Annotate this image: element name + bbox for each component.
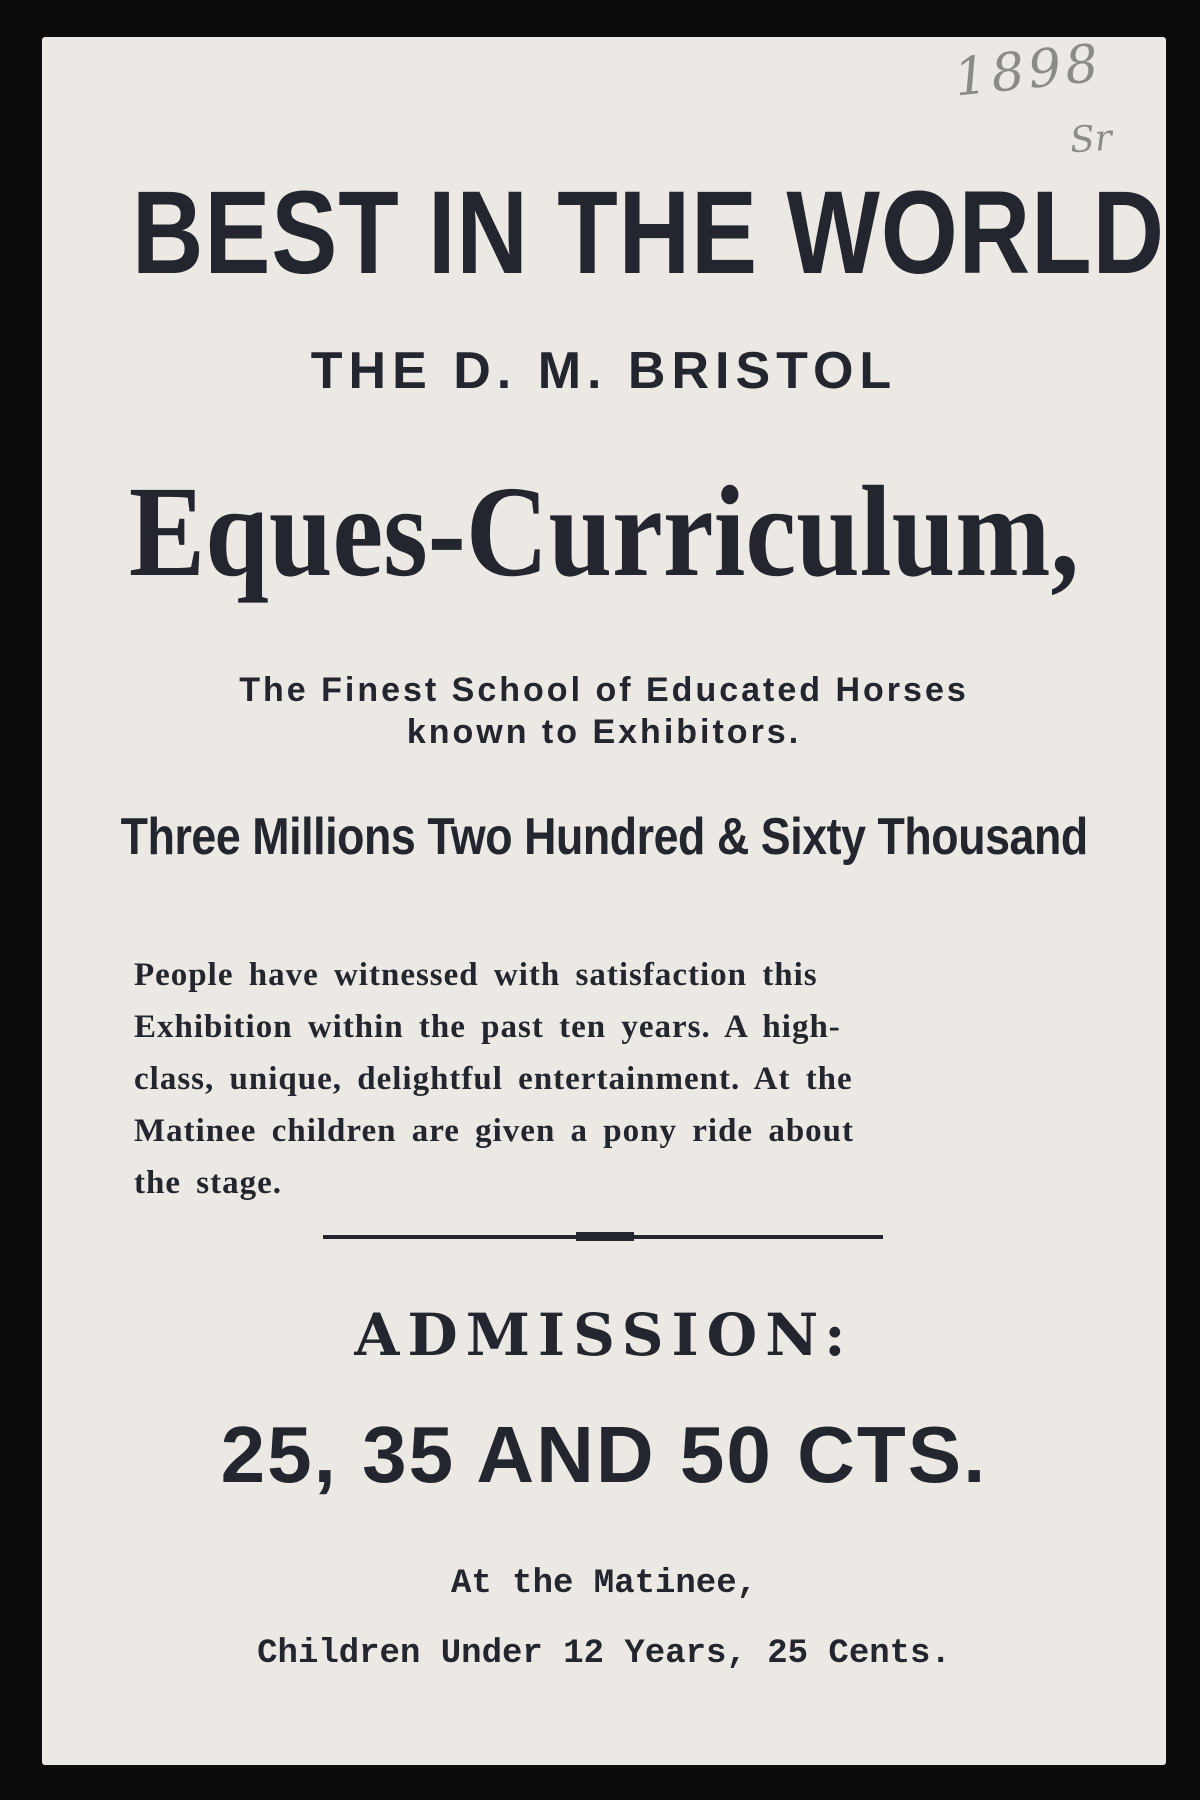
children-price: Children Under 12 Years, 25 Cents.	[257, 1635, 951, 1673]
description-line: Matinee children are given a pony ride about	[134, 1113, 855, 1149]
tagline-line-1: The Finest School of Educated Horses	[239, 671, 969, 709]
description-paragraph	[134, 949, 1080, 1209]
description-line: the stage.	[134, 1165, 282, 1201]
handwritten-year: 1898	[950, 33, 1105, 109]
divider-ornament	[576, 1232, 634, 1241]
tagline-line-2: known to Exhibitors.	[406, 713, 802, 751]
matinee-note: At the Matinee,	[450, 1565, 758, 1603]
handbill-card	[42, 33, 1166, 1765]
headline: BEST IN THE WORLD	[131, 167, 1165, 299]
brand-title: Eques-Curriculum,	[128, 460, 1080, 604]
description-line: People have witnessed with satisfaction this	[134, 957, 818, 993]
audience-count: Three Millions Two Hundred & Sixty Thousand	[120, 808, 1088, 866]
tagline	[42, 669, 1166, 753]
description-line: Exhibition within the past ten years. A high-	[134, 1009, 841, 1045]
subhead: THE D. M. BRISTOL	[310, 342, 898, 400]
description-line: class, unique, delightful entertainment. At the	[134, 1061, 853, 1097]
admission-prices: 25, 35 AND 50 CTS.	[220, 1410, 988, 1499]
handwritten-mark: Sr	[1068, 117, 1114, 162]
admission-heading: ADMISSION:	[354, 1301, 854, 1369]
